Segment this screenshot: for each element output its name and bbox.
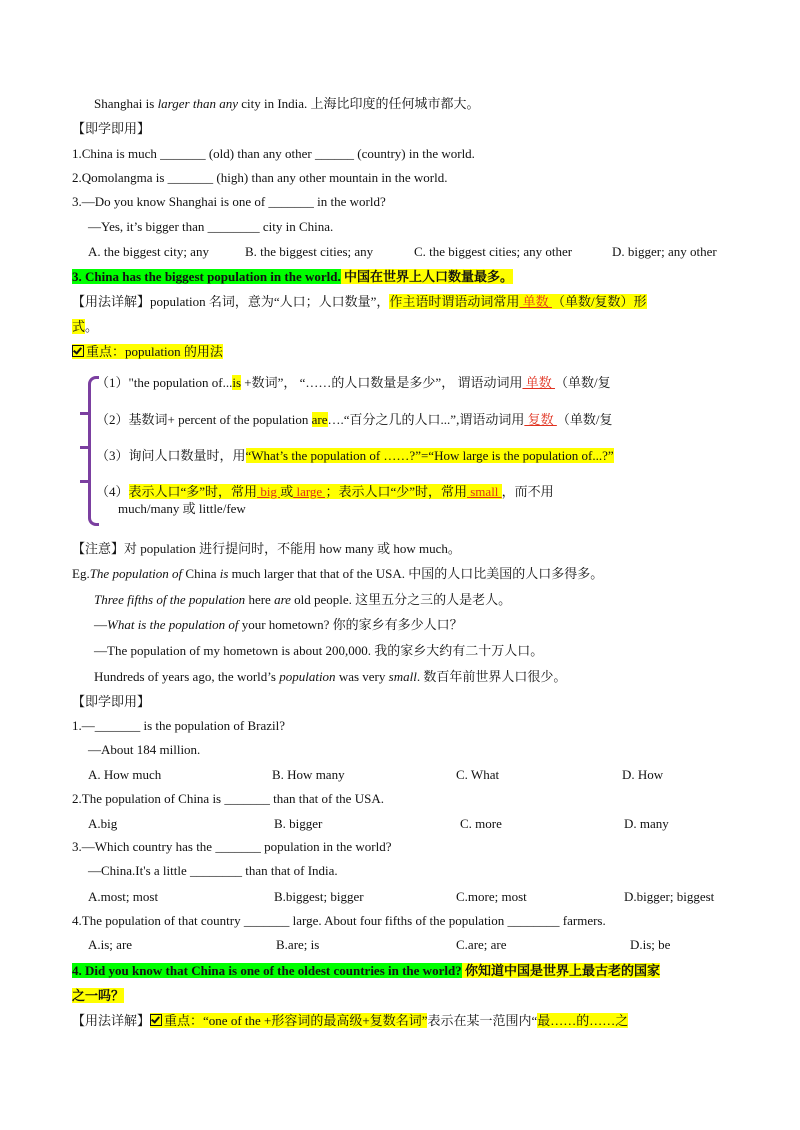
rule-2 [96,411,612,429]
eg-text: Eg. [72,566,90,581]
practice1-q1: 1.China is much _______ (old) than any other ______ (country) in the world. [72,146,475,161]
eg-text: China [182,566,220,581]
eg-italic: small [388,669,417,684]
point3-title [72,268,513,286]
intro-text-cn: city in India. 上海比印度的任何城市都大。 [237,96,480,111]
rule-text: +数词”， “……的人口数量是多少”， 谓语动词用 [241,375,523,390]
option-a: A.most; most [88,889,159,904]
practice1-q3-answer: —Yes, it’s bigger than ________ city in China. [88,219,334,234]
practice2-q3-answer: —China.It's a little ________ than that of India. [88,863,338,878]
detail-highlight: 最……的……之 [537,1013,629,1028]
bracket-tick [80,480,90,483]
option-b: B. How many [272,767,345,782]
rule-highlight: 或 [280,484,294,499]
detail-highlight2: （单数/复数）形 [551,294,647,309]
intro-italic: larger than any [157,96,238,111]
detail-end: 。 [85,319,99,334]
point3-title-en: 3. China has the biggest population in the world. [72,269,341,284]
option-d: D.is; be [630,937,671,952]
rule-text: （4） [96,484,129,499]
option-c: C.are; are [456,937,507,952]
rule-text: ….“百分之几的人口...”,谓语动词用 [327,412,525,427]
point4-title [72,962,660,980]
detail-highlight: “one of the +形容词的最高级+复数名词” [203,1013,428,1028]
option-c: C. What [456,767,500,782]
eg-text: old people. 这里五分之三的人是老人。 [290,592,512,607]
bracket-tick [80,412,90,415]
rule-highlight: 表示人口“多”时，常用 [128,484,258,499]
example-1 [72,565,603,583]
rule-text: （单数/复 [554,375,611,390]
eg-italic: The population of [89,566,183,581]
option-d: D. How [622,767,664,782]
key-point-label [72,343,223,361]
option-b: B.biggest; bigger [274,889,364,904]
intro-text: Shanghai is [94,96,158,111]
rule-text: （单数/复 [556,412,613,427]
point4-detail [72,1012,628,1030]
eg-italic: is [219,566,229,581]
option-b: B.are; is [276,937,320,952]
practice2-q1-answer: —About 184 million. [88,742,201,757]
eg-text: Hundreds of years ago, the world’s [94,669,280,684]
option-a: A.big [88,816,118,831]
rule-text: （3）询问人口数量时，用 [96,448,246,463]
option-b: B. the biggest cities; any [245,244,374,259]
note-text: 【注意】对 population 进行提问时，不能用 how many 或 how much。 [72,541,461,556]
practice2-q1: 1.—_______ is the population of Brazil? [72,718,286,733]
option-c: C. the biggest cities; any other [414,244,573,259]
detail-fill: 单数 [519,294,552,309]
point3-title-cn: 中国在世界上人口数量最多。 [340,269,513,284]
eg-text: much larger that that of the USA. 中国的人口比美国的人口多得多。 [228,566,604,581]
point4-title-en: 4. Did you know that China is one of the oldest countries in the world? [72,963,462,978]
rule-text: （2）基数词+ percent of the population [96,412,312,427]
practice-heading: 【即学即用】 [72,121,151,136]
eg-italic: Three fifths of the population [94,592,246,607]
detail-highlight: 作主语时谓语动词常用 [389,294,520,309]
rule-highlight: are [311,412,328,427]
example-2 [94,591,511,609]
practice2-q2: 2.The population of China is _______ than that of the USA. [72,791,384,806]
eg-italic: What is the population of [107,617,239,632]
bracket-tick [80,446,90,449]
option-d: D.bigger; biggest [624,889,715,904]
detail-text: 表示在某一范围内“ [427,1013,538,1028]
rule-highlight: ；表示人口“少”时，常用 [325,484,467,499]
option-a: A. the biggest city; any [88,244,209,259]
eg-text: . 数百年前世界人口很少。 [416,669,567,684]
checkbox-icon [72,345,84,357]
rule-3 [96,447,614,465]
rule-fill-large: large [293,484,326,499]
rule-highlight: is [232,375,242,390]
rule-fill: 复数 [524,412,557,427]
detail-highlight: 重点： [164,1013,204,1028]
eg-italic: are [274,592,291,607]
detail-text: 【用法详解】population 名词，意为“人口；人口数量”， [72,294,390,309]
option-c: C. more [460,816,502,831]
rule-fill: 单数 [522,375,555,390]
point4-title-cont [72,987,124,1005]
detail-text: 【用法详解】 [72,1013,151,1028]
rule-4 [96,483,554,501]
eg-text: was very [335,669,389,684]
example-5 [94,668,566,686]
eg-text: your hometown? 你的家乡有多少人口？ [238,617,463,632]
rule-text: ，而不用 [501,484,554,499]
rule-highlight: “What’s the population of ……?”=“How large is the population of...?” [245,448,614,463]
option-d: D. bigger; any other [612,244,717,259]
option-a: A. How much [88,767,162,782]
point3-detail-cont [72,318,98,336]
key-label-text: 重点：population 的用法 [86,344,223,359]
point4-title-cn2: 之一吗？ [72,988,125,1003]
rule-1 [96,374,611,392]
option-c: C.more; most [456,889,527,904]
practice2-q4: 4.The population of that country _______ large. About four fifths of the population ________ farmers. [72,913,606,928]
point4-title-cn: 你知道中国是世界上最古老的国家 [461,963,660,978]
option-b: B. bigger [274,816,323,831]
practice-heading: 【即学即用】 [72,694,151,709]
rule-fill-small: small [467,484,502,499]
checkbox-icon [150,1014,162,1026]
example-4: —The population of my hometown is about 200,000. 我的家乡大约有二十万人口。 [94,643,544,658]
point3-detail [72,293,647,311]
detail-highlight3: 式 [72,319,86,334]
rule-fill-big: big [257,484,281,499]
option-a: A.is; are [88,937,133,952]
eg-text: here [245,592,275,607]
eg-text: — [94,617,107,632]
rule-4-cont: much/many 或 little/few [118,501,246,516]
practice2-q3: 3.—Which country has the _______ population in the world? [72,839,392,854]
example-3 [94,616,463,634]
option-d: D. many [624,816,669,831]
intro-sentence [94,95,480,113]
rule-text: （1）"the population of... [96,375,233,390]
practice1-q2: 2.Qomolangma is _______ (high) than any other mountain in the world. [72,170,448,185]
eg-italic: population [279,669,336,684]
practice1-q3: 3.—Do you know Shanghai is one of _______ in the world? [72,194,386,209]
